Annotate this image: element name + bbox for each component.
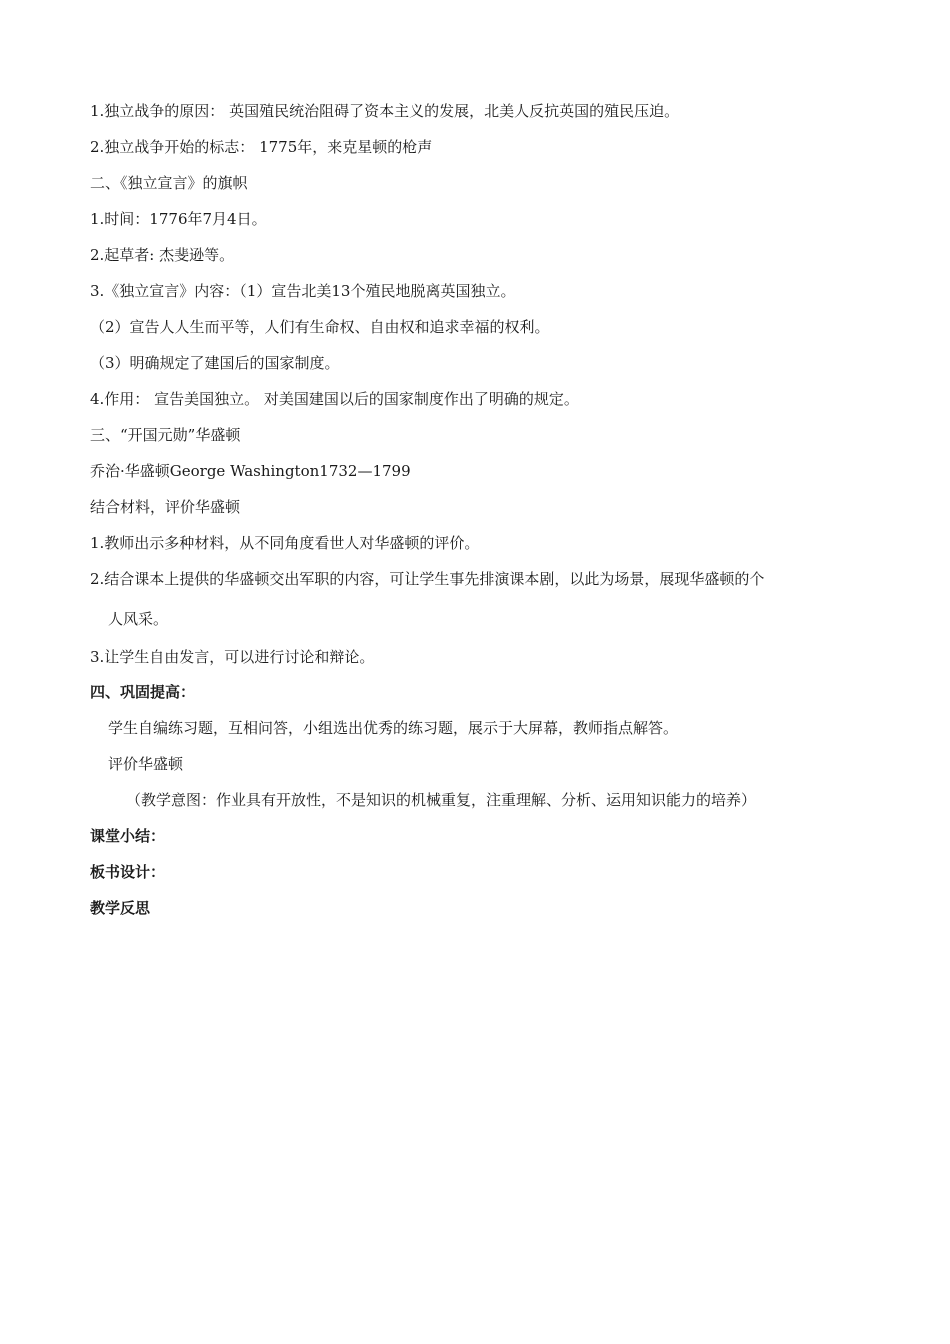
activity-item-2: 2.结合课本上提供的华盛顿交出军职的内容，可让学生事先排演课本剧，以此为场景，展现华盛顿的个: [90, 570, 765, 588]
declaration-content-3: （3）明确规定了建国后的国家制度。: [90, 354, 340, 372]
board-design-heading: 板书设计：: [90, 863, 166, 881]
consolidation-exercise: 学生自编练习题，互相问答，小组选出优秀的练习题，展示于大屏幕，教师指点解答。: [108, 719, 679, 737]
activity-item-1: 1.教师出示多种材料，从不同角度看世人对华盛顿的评价。: [90, 534, 480, 552]
class-summary-heading: 课堂小结：: [90, 827, 166, 845]
independence-war-start-sign: 2.独立战争开始的标志： 1775年，来克星顿的枪声: [90, 138, 433, 156]
declaration-content-2: （2）宣告人人生而平等，人们有生命权、自由权和追求幸福的权利。: [90, 318, 550, 336]
declaration-time: 1.时间：1776年7月4日。: [90, 210, 267, 228]
section-heading-consolidation: 四、巩固提高：: [90, 683, 196, 701]
declaration-drafter: 2.起草者: 杰斐逊等。: [90, 246, 235, 264]
declaration-effect: 4.作用： 宣告美国独立。 对美国建国以后的国家制度作出了明确的规定。: [90, 390, 579, 408]
independence-war-cause: 1.独立战争的原因： 英国殖民统治阻碍了资本主义的发展，北美人反抗英国的殖民压迫。: [90, 102, 680, 120]
teaching-intent-note: （教学意图：作业具有开放性，不是知识的机械重复，注重理解、分析、运用知识能力的培养）: [126, 791, 757, 809]
declaration-content: 3.《独立宣言》内容：（1）宣告北美13个殖民地脱离英国独立。: [90, 282, 516, 300]
activity-item-3: 3.让学生自由发言，可以进行讨论和辩论。: [90, 648, 375, 666]
section-heading-declaration: 二、《独立宣言》的旗帜: [90, 174, 248, 192]
consolidation-evaluate: 评价华盛顿: [108, 755, 184, 773]
section-heading-washington: 三、“开国元勋”华盛顿: [90, 426, 241, 444]
teaching-reflection-heading: 教学反思: [90, 899, 151, 917]
evaluate-washington-prompt: 结合材料，评价华盛顿: [90, 498, 241, 516]
washington-name-years: 乔治·华盛顿George Washington1732—1799: [90, 462, 411, 480]
activity-item-2-continued: 人风采。: [108, 610, 169, 628]
